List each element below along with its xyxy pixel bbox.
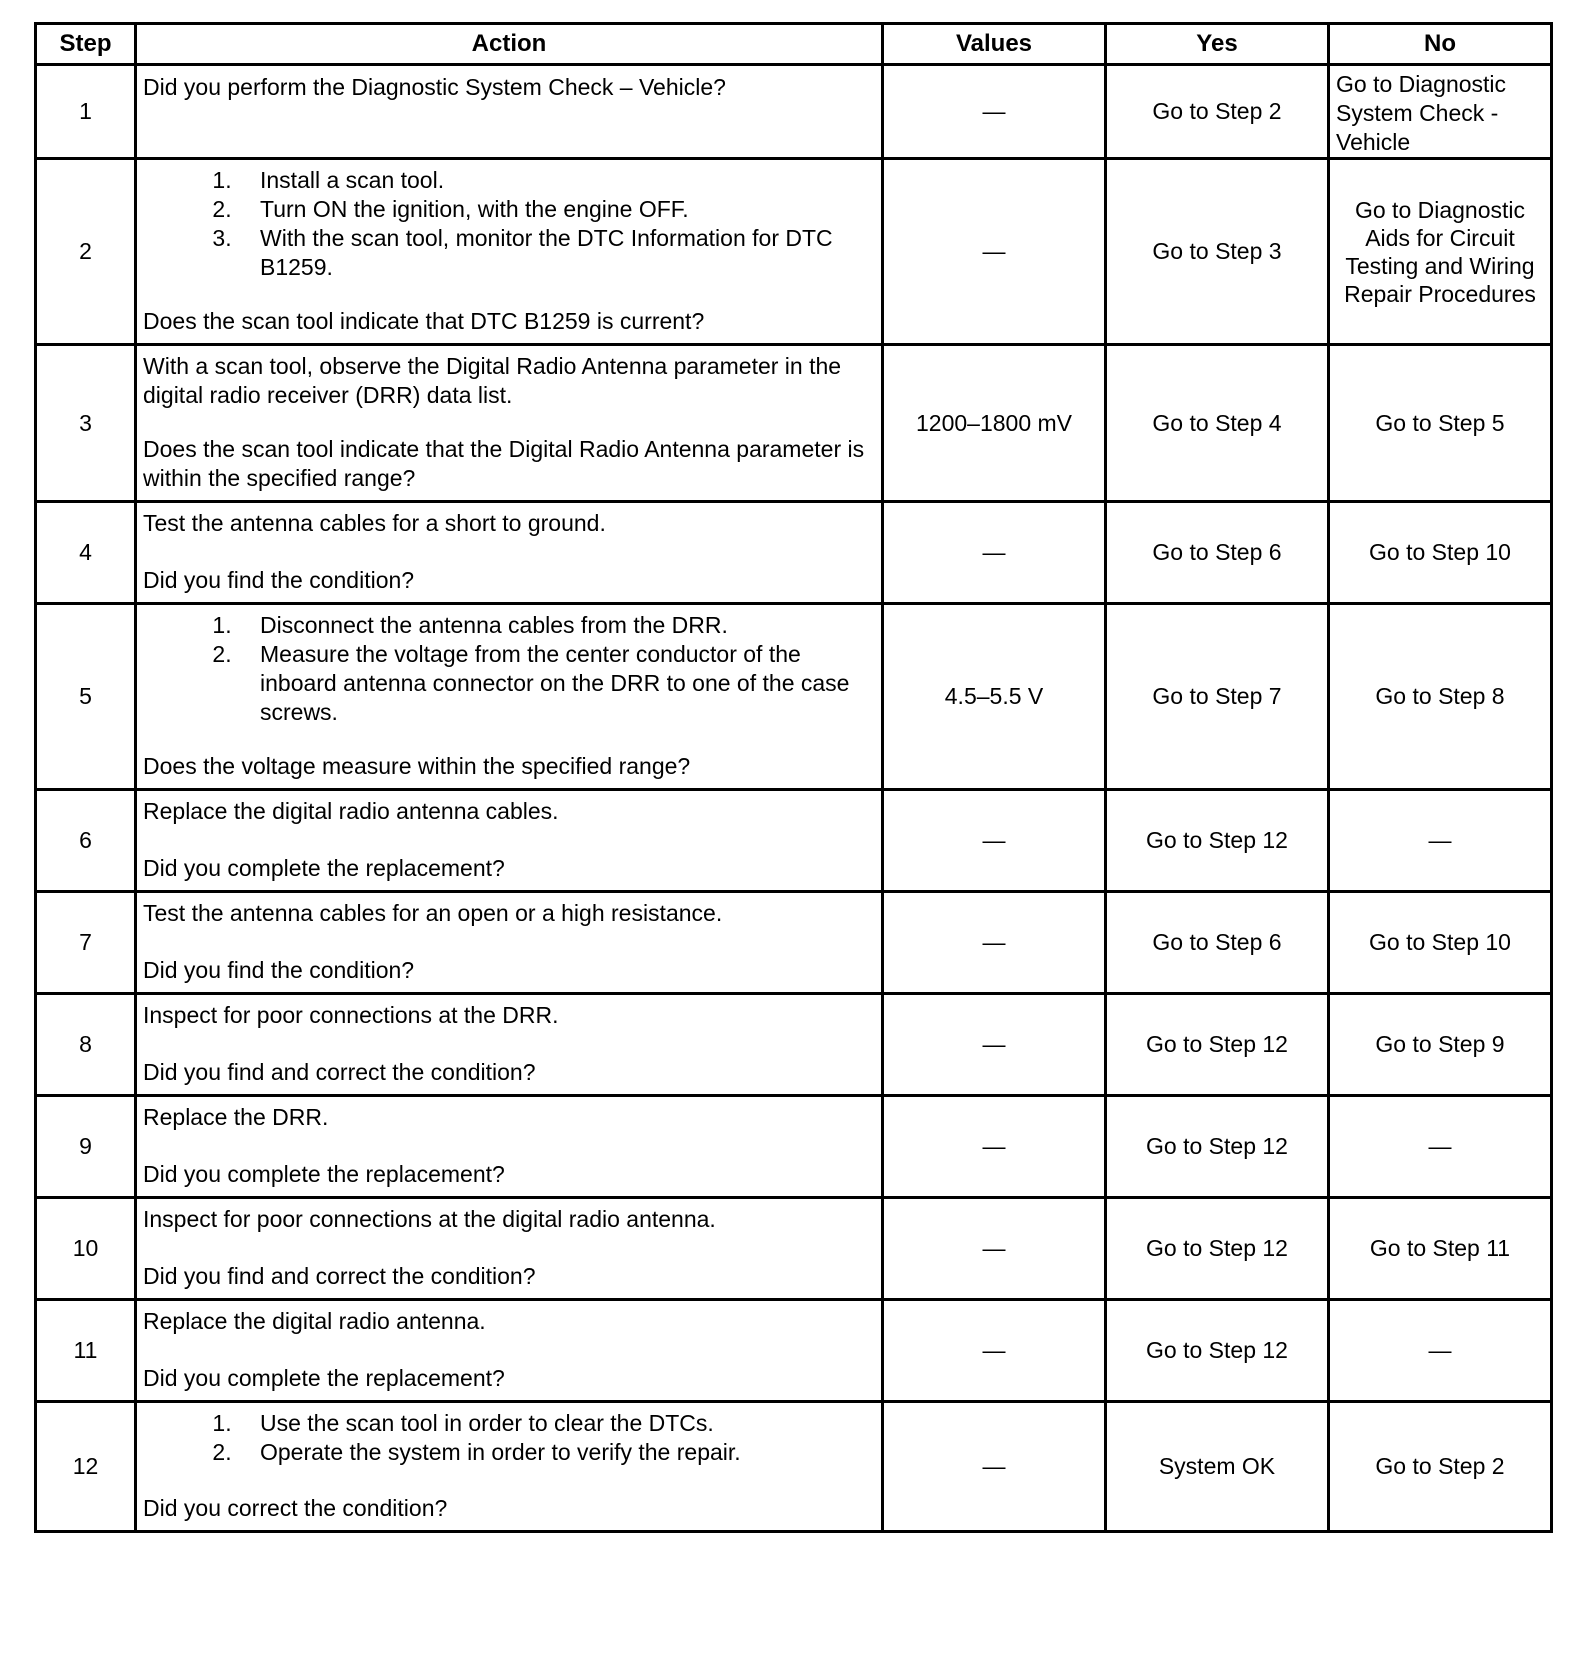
action-content [137, 69, 881, 155]
action-cell [136, 790, 883, 892]
action-cell [136, 502, 883, 604]
action-question: Did you correct the condition? [143, 1494, 448, 1521]
value-cell: — [883, 1402, 1106, 1532]
action-question: Does the voltage measure within the specified range? [143, 752, 691, 779]
value-cell: — [883, 790, 1106, 892]
action-content [137, 997, 881, 1093]
action-content [137, 1099, 881, 1195]
value-cell: — [883, 159, 1106, 345]
table-row [36, 790, 1552, 892]
action-cell [136, 892, 883, 994]
table-row [36, 502, 1552, 604]
value-cell: 4.5–5.5 V [883, 604, 1106, 790]
action-cell [136, 65, 883, 159]
no-cell[interactable]: Go to Step 9 [1329, 994, 1552, 1096]
yes-cell[interactable]: Go to Step 7 [1106, 604, 1329, 790]
action-question: Does the scan tool indicate that DTC B1259 is current? [143, 307, 705, 334]
action-text: Replace the digital radio antenna cables. [143, 797, 559, 824]
action-instructions [143, 1103, 875, 1132]
action-instructions [143, 1205, 875, 1234]
action-step-item: 1. Disconnect the antenna cables from the DRR. [238, 611, 875, 640]
step-number: 1 [36, 65, 136, 159]
action-cell [136, 994, 883, 1096]
value-cell: — [883, 65, 1106, 159]
action-cell [136, 345, 883, 502]
table-row [36, 892, 1552, 994]
action-question: Did you find the condition? [143, 956, 415, 983]
value-cell: 1200–1800 mV [883, 345, 1106, 502]
action-content [137, 793, 881, 889]
no-cell[interactable]: — [1329, 1300, 1552, 1402]
action-step-item: 2. Measure the voltage from the center conductor of the inboard antenna connector on the DRR to one of the case screws. [238, 640, 875, 727]
step-number: 10 [36, 1198, 136, 1300]
table-row [36, 65, 1552, 159]
yes-cell[interactable]: Go to Step 3 [1106, 159, 1329, 345]
header-action: Action [136, 24, 883, 65]
value-cell: — [883, 1198, 1106, 1300]
step-number: 3 [36, 345, 136, 502]
step-number: 7 [36, 892, 136, 994]
action-instructions [143, 352, 875, 410]
no-cell[interactable]: Go to Step 8 [1329, 604, 1552, 790]
action-text: Did you perform the Diagnostic System Check – Vehicle? [143, 73, 726, 100]
yes-cell[interactable]: Go to Step 6 [1106, 502, 1329, 604]
action-instructions [143, 509, 875, 538]
action-instructions [143, 1409, 875, 1467]
action-content [137, 1201, 881, 1297]
value-cell: — [883, 994, 1106, 1096]
step-number: 5 [36, 604, 136, 790]
action-text: Test the antenna cables for a short to ground. [143, 509, 606, 536]
header-yes: Yes [1106, 24, 1329, 65]
table-row [36, 159, 1552, 345]
table-row [36, 994, 1552, 1096]
action-instructions [143, 797, 875, 826]
step-number: 4 [36, 502, 136, 604]
action-step-list [143, 1409, 875, 1467]
action-content [137, 1303, 881, 1399]
step-number: 9 [36, 1096, 136, 1198]
table-row [36, 345, 1552, 502]
yes-cell[interactable]: Go to Step 12 [1106, 1198, 1329, 1300]
action-content [137, 162, 881, 342]
action-step-item: 1. Install a scan tool. [238, 166, 875, 195]
header-row [36, 24, 1552, 65]
step-number: 6 [36, 790, 136, 892]
no-cell[interactable]: — [1329, 790, 1552, 892]
action-step-list [143, 166, 875, 282]
yes-cell[interactable]: Go to Step 12 [1106, 1300, 1329, 1402]
action-content [137, 607, 881, 787]
action-text: With a scan tool, observe the Digital Radio Antenna parameter in the digital radio receiver (DRR) data list. [143, 352, 842, 408]
action-content [137, 505, 881, 601]
action-step-item: 1. Use the scan tool in order to clear the DTCs. [238, 1409, 875, 1438]
table-row [36, 1402, 1552, 1532]
table-row [36, 1198, 1552, 1300]
value-cell: — [883, 1300, 1106, 1402]
action-text: Replace the DRR. [143, 1103, 329, 1130]
no-cell[interactable]: Go to Step 2 [1329, 1402, 1552, 1532]
action-instructions [143, 1001, 875, 1030]
header-no: No [1329, 24, 1552, 65]
action-content [137, 348, 881, 499]
action-instructions [143, 1307, 875, 1336]
action-cell [136, 604, 883, 790]
no-cell[interactable]: Go to Diagnostic System Check - Vehicle [1329, 65, 1552, 159]
no-cell[interactable]: — [1329, 1096, 1552, 1198]
action-instructions [143, 611, 875, 727]
action-instructions [143, 73, 875, 102]
yes-cell[interactable]: System OK [1106, 1402, 1329, 1532]
action-question: Did you find and correct the condition? [143, 1058, 536, 1085]
action-question: Did you complete the replacement? [143, 1364, 505, 1391]
step-number: 12 [36, 1402, 136, 1532]
action-step-item: 2. Turn ON the ignition, with the engine OFF. [238, 195, 875, 224]
table-row [36, 1300, 1552, 1402]
value-cell: — [883, 502, 1106, 604]
action-text: Replace the digital radio antenna. [143, 1307, 486, 1334]
action-question: Did you complete the replacement? [143, 854, 505, 881]
action-instructions [143, 899, 875, 928]
no-cell[interactable]: Go to Step 5 [1329, 345, 1552, 502]
header-values: Values [883, 24, 1106, 65]
action-cell [136, 1096, 883, 1198]
value-cell: — [883, 892, 1106, 994]
yes-cell[interactable]: Go to Step 6 [1106, 892, 1329, 994]
no-cell[interactable]: Go to Step 10 [1329, 502, 1552, 604]
header-step: Step [36, 24, 136, 65]
yes-cell[interactable]: Go to Step 4 [1106, 345, 1329, 502]
diagnostic-table [34, 22, 1553, 1533]
action-step-item: 2. Operate the system in order to verify the repair. [238, 1438, 875, 1467]
table-row [36, 604, 1552, 790]
action-cell [136, 1300, 883, 1402]
action-question: Did you complete the replacement? [143, 1160, 505, 1187]
action-step-list [143, 611, 875, 727]
no-cell[interactable]: Go to Step 10 [1329, 892, 1552, 994]
action-text: Inspect for poor connections at the digital radio antenna. [143, 1205, 716, 1232]
no-cell[interactable]: Go to Diagnostic Aids for Circuit Testing and Wiring Repair Procedures [1329, 159, 1552, 345]
action-cell [136, 1402, 883, 1532]
action-content [137, 895, 881, 991]
step-number: 11 [36, 1300, 136, 1402]
table-row [36, 1096, 1552, 1198]
action-question: Did you find and correct the condition? [143, 1262, 536, 1289]
yes-cell[interactable]: Go to Step 12 [1106, 790, 1329, 892]
action-content [137, 1405, 881, 1529]
action-text: Inspect for poor connections at the DRR. [143, 1001, 559, 1028]
action-instructions [143, 166, 875, 282]
value-cell: — [883, 1096, 1106, 1198]
action-question: Did you find the condition? [143, 566, 415, 593]
action-text: Test the antenna cables for an open or a high resistance. [143, 899, 723, 926]
action-cell [136, 1198, 883, 1300]
yes-cell[interactable]: Go to Step 12 [1106, 994, 1329, 1096]
step-number: 8 [36, 994, 136, 1096]
yes-cell[interactable]: Go to Step 2 [1106, 65, 1329, 159]
action-cell [136, 159, 883, 345]
step-number: 2 [36, 159, 136, 345]
action-question: Does the scan tool indicate that the Digital Radio Antenna parameter is within the specified range? [143, 435, 865, 491]
no-cell[interactable]: Go to Step 11 [1329, 1198, 1552, 1300]
action-step-item: 3. With the scan tool, monitor the DTC Information for DTC B1259. [238, 224, 875, 282]
yes-cell[interactable]: Go to Step 12 [1106, 1096, 1329, 1198]
